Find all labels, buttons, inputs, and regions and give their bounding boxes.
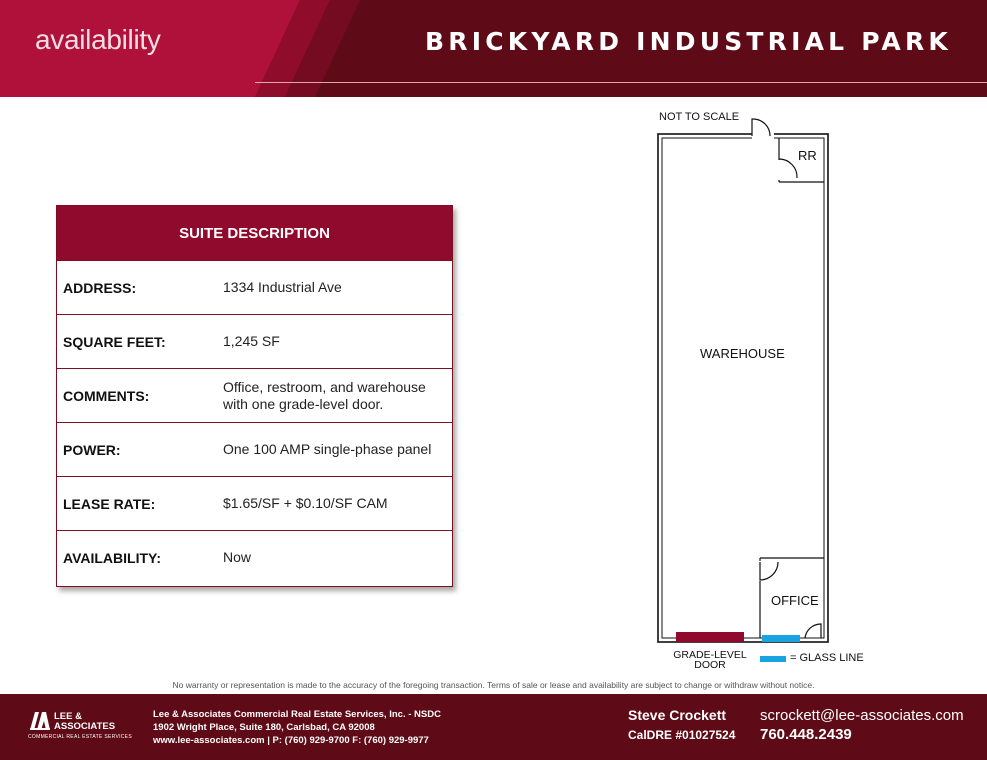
office-door-gap <box>757 561 763 581</box>
agent-phone-link[interactable]: 760.448.2439 <box>760 726 852 743</box>
suite-row-value: $1.65/SF + $0.10/SF CAM <box>223 495 388 511</box>
agent-name: Steve Crockett <box>628 707 727 723</box>
logo-mark-icon <box>28 710 52 732</box>
header-divider <box>255 82 987 83</box>
grade-level-door-label-line2: DOOR <box>694 659 726 671</box>
disclaimer: No warranty or representation is made to the accuracy of the foregoing transaction. Terms of sale or lease and availability are subject to change or withdraw without notice. <box>172 680 815 690</box>
suite-row-value: Now <box>223 549 252 565</box>
warehouse-label: WAREHOUSE <box>700 346 785 361</box>
office-label: OFFICE <box>771 593 819 608</box>
restroom-door-gap <box>776 160 782 180</box>
office-door-swing-icon <box>760 562 778 580</box>
agent-email-link[interactable]: scrockett@lee-associates.com <box>760 707 964 724</box>
grade-level-door-label-line1: GRADE-LEVEL <box>673 649 747 661</box>
suite-row-availability <box>57 530 452 584</box>
property-name: BRICKYARD INDUSTRIAL PARK <box>425 27 952 56</box>
suite-row-label: COMMENTS: <box>63 387 150 404</box>
suite-description-table <box>56 205 453 587</box>
section-title: availability <box>35 24 161 55</box>
logo-name <box>54 712 115 732</box>
suite-row-square-feet <box>57 314 452 368</box>
page-footer <box>0 694 987 760</box>
suite-row-label: SQUARE FEET: <box>63 333 166 350</box>
logo-name-line2: ASSOCIATES <box>54 721 116 732</box>
suite-row-value: One 100 AMP single-phase panel <box>223 441 432 457</box>
suite-row-comments <box>57 368 452 422</box>
company-info <box>153 708 441 747</box>
logo-tagline: COMMERCIAL REAL ESTATE SERVICES <box>28 734 132 740</box>
agent-license: CalDRE #01027524 <box>628 728 736 742</box>
logo-name-line1: LEE & <box>54 711 82 722</box>
glass-line-legend-label: = GLASS LINE <box>790 652 864 664</box>
suite-row-label: POWER: <box>63 441 121 458</box>
suite-row-label: AVAILABILITY: <box>63 549 161 566</box>
front-door-swing-icon <box>805 624 821 638</box>
restroom-label: RR <box>798 148 817 163</box>
suite-row-address <box>57 260 452 314</box>
page-header <box>0 0 987 97</box>
company-name: Lee & Associates Commercial Real Estate Services, Inc. - NSDC <box>153 709 441 720</box>
glass-line-legend-swatch <box>760 656 786 662</box>
top-door-gap <box>752 132 774 140</box>
grade-level-door <box>676 632 744 642</box>
suite-description-title: SUITE DESCRIPTION <box>57 206 452 260</box>
suite-row-power <box>57 422 452 476</box>
grade-level-door-label <box>670 650 750 670</box>
glass-line <box>762 635 800 642</box>
suite-row-value: 1,245 SF <box>223 333 280 349</box>
outer-wall <box>658 134 828 642</box>
suite-row-label: LEASE RATE: <box>63 495 156 512</box>
inner-wall <box>662 138 824 638</box>
suite-row-label: ADDRESS: <box>63 279 137 296</box>
suite-row-value: Office, restroom, and warehouse with one grade-level door. <box>223 378 426 412</box>
scale-note: NOT TO SCALE <box>659 111 740 123</box>
company-address: 1902 Wright Place, Suite 180, Carlsbad, CA 92008 <box>153 722 375 733</box>
suite-row-lease-rate <box>57 476 452 530</box>
top-door-swing-icon <box>752 119 770 136</box>
lee-associates-logo <box>28 710 140 744</box>
suite-row-value: 1334 Industrial Ave <box>223 279 342 295</box>
restroom-door-swing-icon <box>779 159 797 178</box>
company-contact[interactable]: www.lee-associates.com | P: (760) 929-9700 F: (760) 929-9977 <box>153 735 429 746</box>
